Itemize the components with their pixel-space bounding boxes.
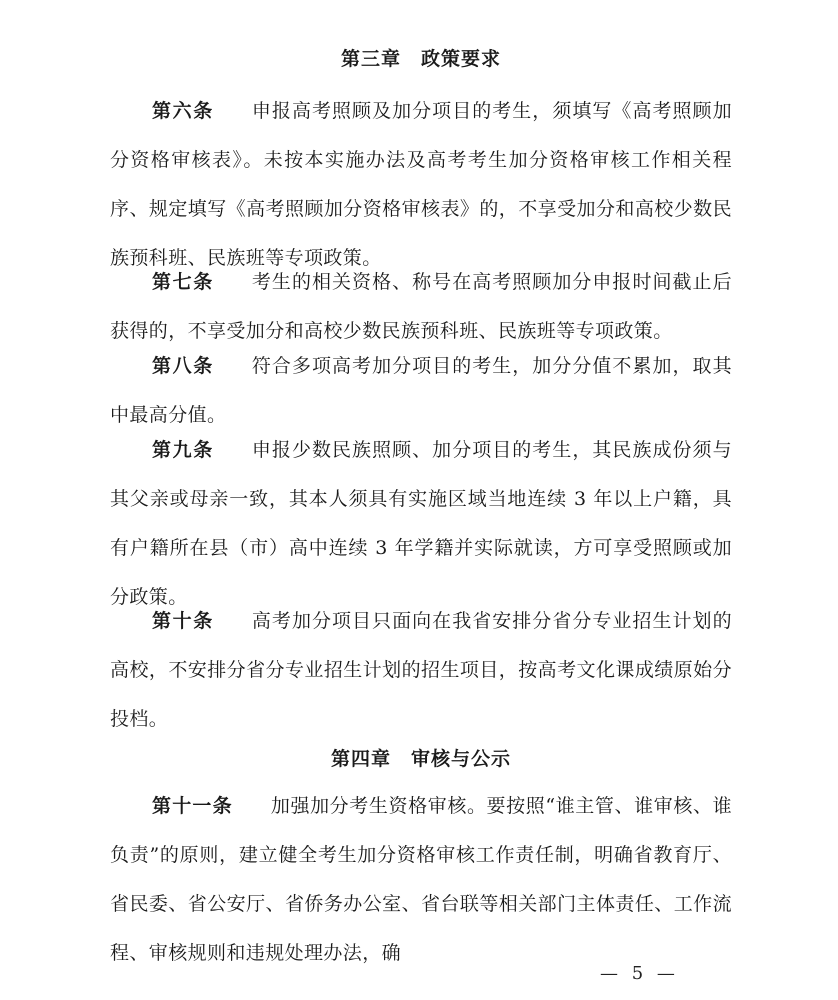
chapter-4-title: 第四章 审核与公示 (330, 748, 511, 770)
article-6-label: 第六条 (152, 100, 214, 122)
article-9-text: 申报少数民族照顾、加分项目的考生，其民族成份须与其父亲或母亲一致，其本人须具有实施区域当地连续 3 年以上户籍，具有户籍所在县（市）高中连续 3 年学籍并实际就读，方可享受照顾或加分政策。 (110, 439, 732, 608)
article-6-text: 申报高考照顾及加分项目的考生，须填写《高考照顾加分资格审核表》。未按本实施办法及高考考生加分资格审核工作相关程序、规定填写《高考照顾加分资格审核表》的，不享受加分和高校少数民族预科班、民族班等专项政策。 (110, 100, 732, 269)
article-11-label: 第十一条 (152, 795, 233, 817)
article-11-text: 加强加分考生资格审核。要按照“谁主管、谁审核、谁负责”的原则，建立健全考生加分资格审核工作责任制，明确省教育厅、省民委、省公安厅、省侨务办公室、省台联等相关部门主体责任、工作流程、审核规则和违规处理办法，确 (110, 795, 732, 964)
chapter-3-title: 第三章 政策要求 (340, 48, 501, 70)
article-8-text: 符合多项高考加分项目的考生，加分分值不累加，取其中最高分值。 (110, 355, 732, 426)
article-7-text: 考生的相关资格、称号在高考照顾加分申报时间截止后获得的，不享受加分和高校少数民族预科班、民族班等专项政策。 (110, 271, 732, 342)
article-6 (110, 87, 732, 283)
article-11 (110, 782, 732, 978)
article-10-label: 第十条 (152, 610, 214, 632)
article-10 (110, 597, 732, 744)
article-7-label: 第七条 (152, 271, 214, 293)
article-9-label: 第九条 (152, 439, 214, 461)
article-9 (110, 426, 732, 622)
article-8-label: 第八条 (152, 355, 214, 377)
article-10-text: 高考加分项目只面向在我省安排分省分专业招生计划的高校，不安排分省分专业招生计划的招生项目，按高考文化课成绩原始分投档。 (110, 610, 732, 730)
page-number: — 5 — (600, 963, 679, 984)
